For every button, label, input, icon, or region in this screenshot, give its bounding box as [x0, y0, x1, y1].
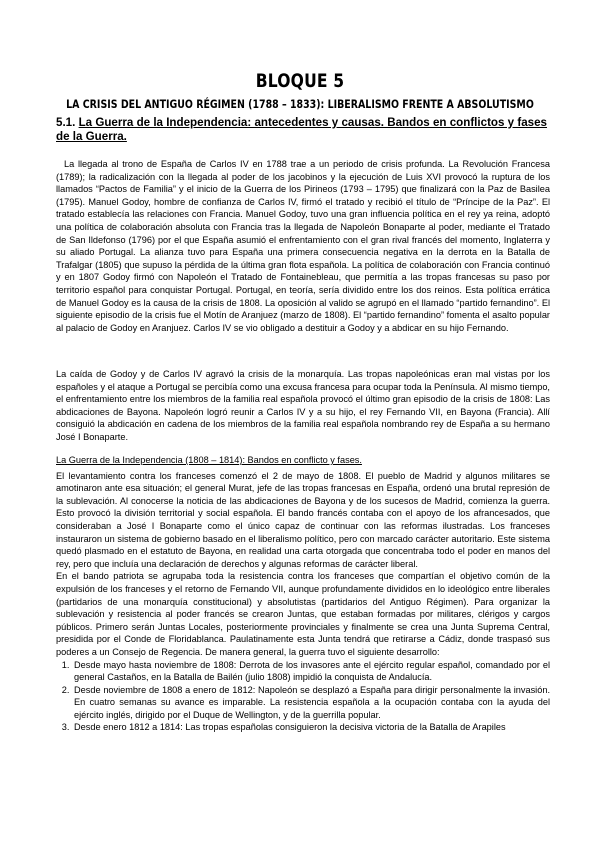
list-item: 2. Desde noviembre de 1808 a enero de 1812: Napoleón se desplazó a España para dirigir personalmente la invasión. En cuatro semanas su avance es imparable. La resistencia española a la ocupación contaba con la ayuda del ejército inglés, dirigido por el Duque de Wellington, y de la guerrilla popular.: [72, 684, 550, 722]
paragraph-text: El levantamiento contra los franceses comenzó el 2 de mayo de 1808. El pueblo de Madrid y algunos militares se amotinaron ante esa situación; el general Murat, jefe de las tropas francesas en España, ordenó una brutal represión de la sublevación. Al conocerse la noticia de las abdicaciones de Bayona y de los sucesos de Madrid, comienza la guerra. Esto provocó la división territorial y social española. El bando francés contaba con el apoyo de los afrancesados, que consideraban a José I Bonaparte como el único capaz de continuar con las reformas ilustradas. Los franceses instauraron un sistema de gobierno basado en el liberalismo político, pero con marcado carácter autoritario. Este sistema quedó plasmado en el estatuto de Bayona, en realidad una carta otorgada que concentraba todo el poder en manos del rey, pero que incluía una declaración de derechos y algunas reformas de carácter liberal.: [56, 470, 550, 569]
section-heading: [56, 116, 550, 144]
section-title: La Guerra de la Independencia: antecedentes y causas. Bandos en conflictos y fases de la Guerra.: [56, 116, 548, 143]
paragraph-antecedentes: [56, 158, 550, 334]
war-subheading: La Guerra de la Independencia (1808 – 1814): Bandos en conflicto y fases.: [56, 455, 362, 465]
paragraph-text: La llegada al trono de España de Carlos IV en 1788 trae a un periodo de crisis profunda. La Revolución Francesa (1789); la radicalización con la llegada al poder de los jacobinos y la ejecución de Luis XVI provocó la ruptura de los llamados “Pactos de Familia” y el inicio de la Guerra de los Pirineos (1793 – 1795) que finalizará con la Paz de Basilea (1795). Manuel Godoy, hombre de confianza de Carlos IV, firmó el tratado y recibió el título de “Príncipe de la Paz”. El tratado establecía las relaciones con Francia. Manuel Godoy, tuvo una gran influencia política en el rey ya reina, adoptó una política de colaboración absoluta con Francia tras la llegada de Napoleón Bonaparte al poder, mediante el Tratado de San Ildefonso (1796) por el que España asumió el enfrentamiento con el gran rival francés del momento, Inglaterra y su aliado Portugal. La alianza tuvo para España una primera consecuencia negativa en la derrota en la Batalla de Trafalgar (1805) que supuso la pérdida de la última gran flota española. La política de colaboración con Francia continuó y en 1807 Godoy firmó con Napoleón el Tratado de Fontainebleau, que permitía a las tropas francesas su paso por territorio español para conquistar Portugal. Portugal, en teoría, sería dividido entre los dos reinos. Esta política errática de Manuel Godoy es la causa de la crisis de 1808. La oposición al valido se agrupó en el llamado “partido fernandino”. El siguiente episodio de la crisis fue el Motín de Aranjuez (marzo de 1808). El “partido fernandino” fomenta el asalto popular al palacio de Godoy en Aranjuez. Carlos IV se vio obligado a destituir a Godoy y a abdicar en su hijo Fernando.: [56, 159, 550, 333]
paragraph-text: En el bando patriota se agrupaba toda la resistencia contra los franceses que compartían el objetivo común de la expulsión de los franceses y el retorno de Fernando VII, aunque profundamente divididos en lo ideológico entre liberales (partidarios de una monarquía constitucional) y absolutistas (partidarios del Antiguo Régimen). Para organizar la sublevación y resistencia al poder francés se crearon Juntas, que estaban formadas por militares, clérigos y cargos públicos. Primero serán Juntas Locales, posteriormente provinciales y finalmente se crea una Junta Suprema Central, presidida por el Conde de Floridablanca. Paulatinamente esta Junta tendrá que retirarse a Cádiz, donde traspasó sus poderes a un Consejo de Regencia. De manera general, la guerra tuvo el siguiente desarrollo:: [56, 571, 550, 657]
list-item: 1. Desde mayo hasta noviembre de 1808: Derrota de los invasores ante el ejército regular español, comandado por el general Castaños, en la Batalla de Bailén (julio 1808) impidió la conquista de Andalucía.: [72, 659, 550, 684]
list-item: 3. Desde enero 1812 a 1814: Las tropas españolas consiguieron la decisiva victoria de la Batalla de Arapiles: [72, 721, 550, 734]
section-number: 5.1.: [56, 116, 76, 129]
block-title: BLOQUE 5: [255, 70, 345, 92]
paragraph-text: La caída de Godoy y de Carlos IV agravó la crisis de la monarquía. Las tropas napoleónicas eran mal vistas por los españoles y el ataque a Portugal se percibía como una excusa francesa para ocupar toda la Península. Al mismo tiempo, el enfrentamiento entre los miembros de la familia real española provocó el último gran episodio de la crisis de 1808: Las abdicaciones de Bayona. Napoleón logró reunir a Carlos IV y a su hijo, el rey Fernando VII, en Bayona (Francia). Allí consiguió la abdicación en cadena de los miembros de la familia real española nombrando rey de España a su hermano José I Bonaparte.: [56, 369, 550, 442]
war-section: [56, 454, 550, 734]
block-subtitle: LA CRISIS DEL ANTIGUO RÉGIMEN (1788 – 1833): LIBERALISMO FRENTE A ABSOLUTISMO: [66, 97, 534, 111]
paragraph-causas: [56, 368, 550, 444]
phases-list: [56, 659, 550, 735]
